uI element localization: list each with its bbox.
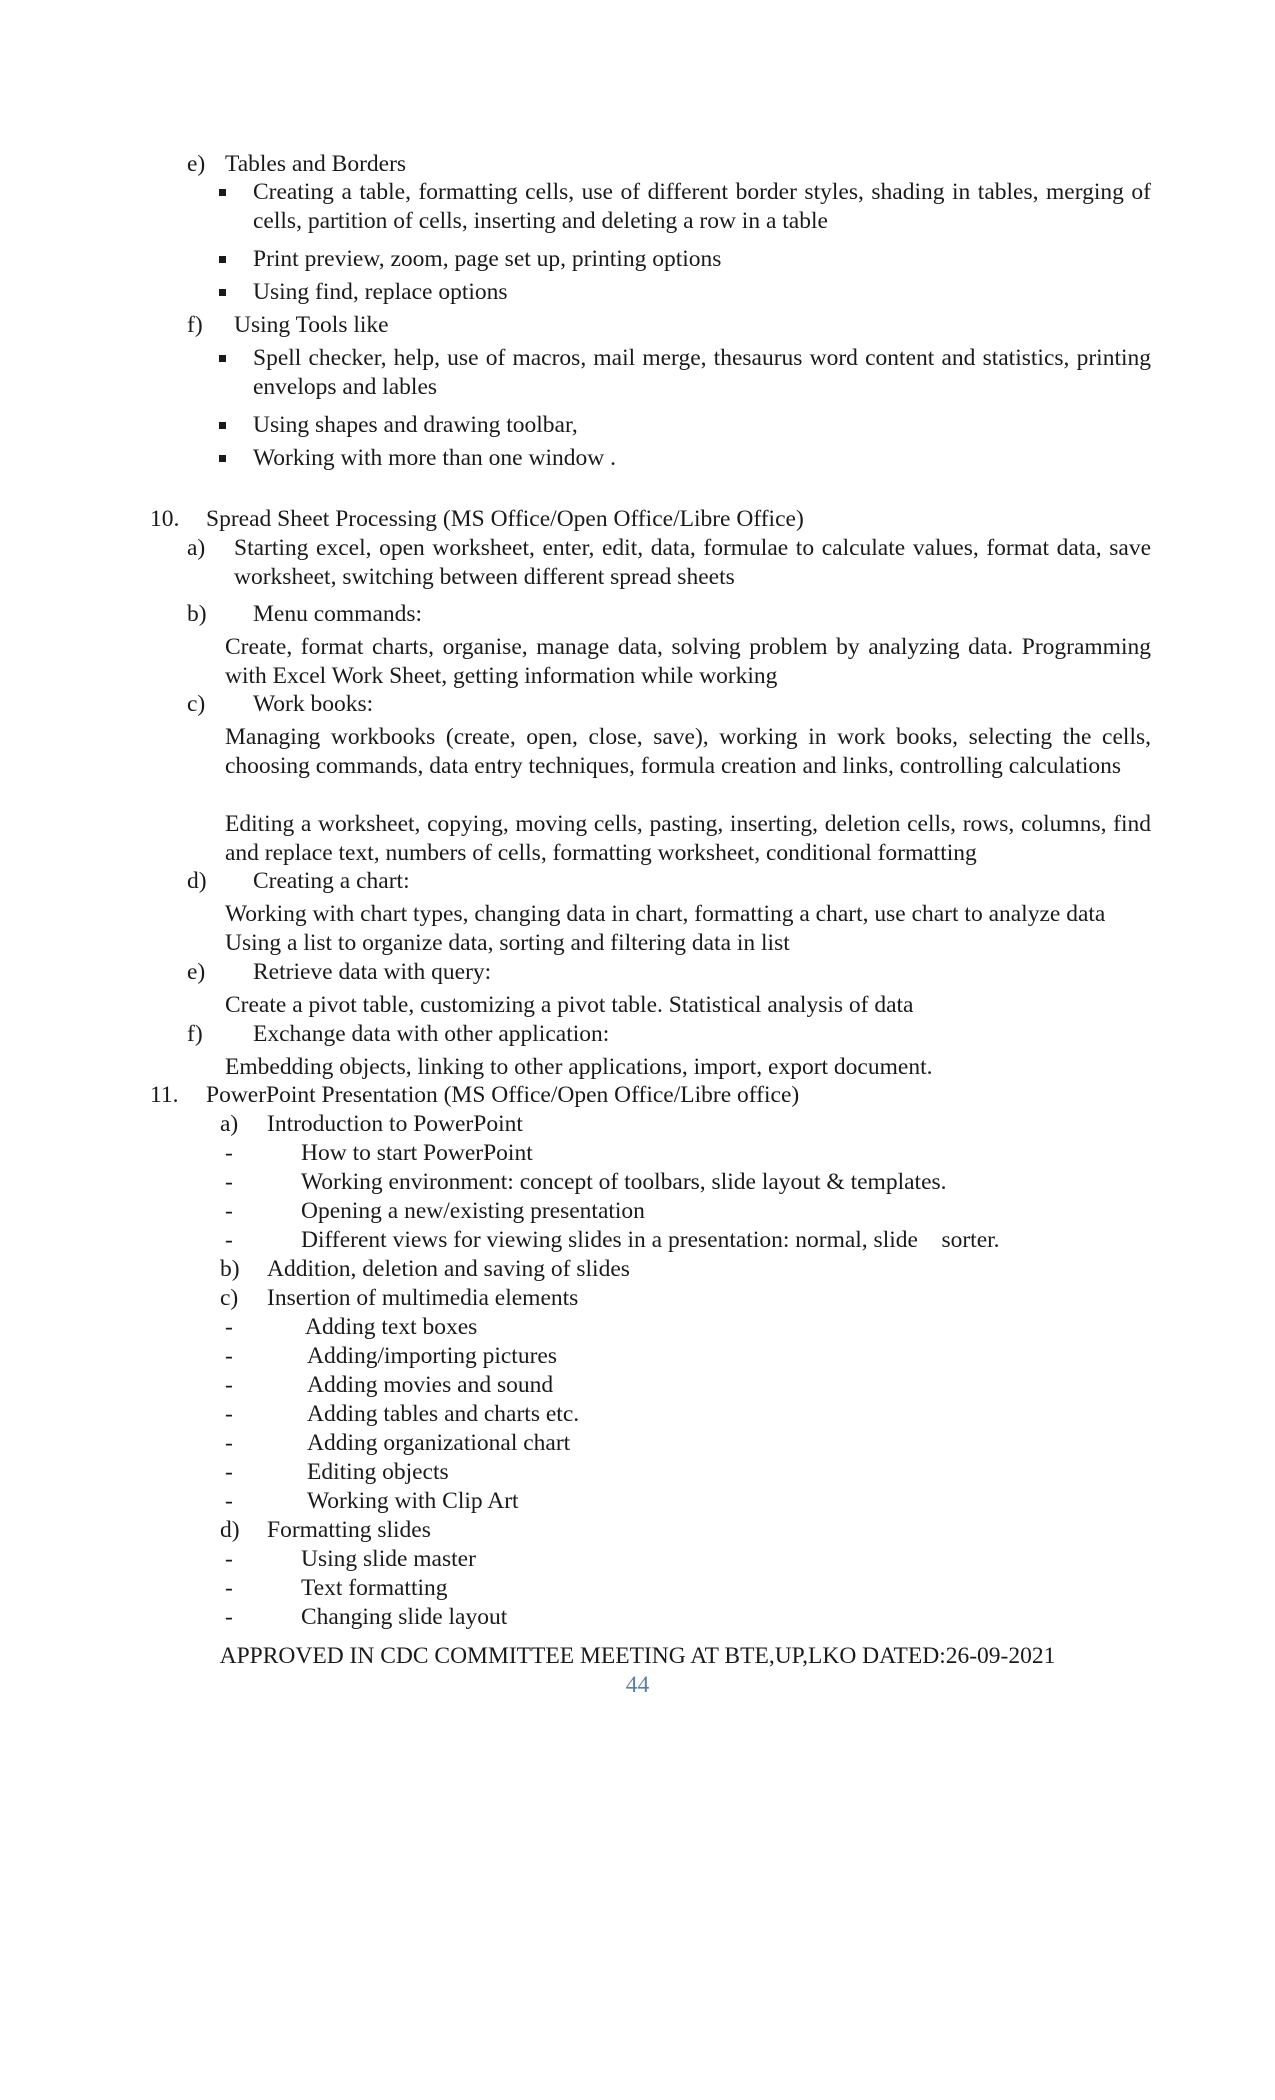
- dash-marker: -: [225, 1314, 233, 1340]
- section-10b-marker: b): [187, 601, 207, 627]
- section-11d-item-2: Text formatting: [301, 1575, 448, 1601]
- page-number: 44: [625, 1672, 650, 1698]
- section-10d-body-2: Using a list to organize data, sorting and filtering data in list: [225, 930, 790, 956]
- section-10-title: Spread Sheet Processing (MS Office/Open Office/Libre Office): [206, 506, 804, 532]
- section-10d-marker: d): [187, 868, 207, 894]
- dash-marker: -: [225, 1604, 233, 1630]
- dash-marker: -: [225, 1401, 233, 1427]
- section-f-bullet-2: Using shapes and drawing toolbar,: [253, 412, 578, 438]
- dash-marker: -: [225, 1227, 233, 1253]
- bullet-square-icon: [219, 189, 226, 196]
- section-10f-title: Exchange data with other application:: [253, 1021, 610, 1047]
- dash-marker: -: [225, 1488, 233, 1514]
- dash-marker: -: [225, 1575, 233, 1601]
- section-10d-title: Creating a chart:: [253, 868, 410, 894]
- section-11b-title: Addition, deletion and saving of slides: [267, 1256, 630, 1282]
- dash-marker: -: [225, 1546, 233, 1572]
- bullet-square-icon: [219, 289, 226, 296]
- section-11c-item-5: Adding organizational chart: [307, 1430, 571, 1456]
- section-e-title: Tables and Borders: [225, 151, 407, 177]
- bullet-square-icon: [219, 256, 226, 263]
- section-11c-item-2: Adding/importing pictures: [307, 1343, 557, 1369]
- section-f-bullet-1: Spell checker, help, use of macros, mail merge, thesaurus word content and statistics, printing envelops and lables: [253, 345, 1151, 400]
- section-10b-body: Create, format charts, organise, manage data, solving problem by analyzing data. Programming with Excel Work Sheet, getting information while working: [225, 634, 1151, 689]
- section-10-number: 10.: [150, 506, 180, 532]
- section-e-bullet-2: Print preview, zoom, page set up, printing options: [253, 246, 722, 272]
- section-10a-marker: a): [187, 535, 206, 561]
- section-11c-title: Insertion of multimedia elements: [267, 1285, 579, 1311]
- section-10e-title: Retrieve data with query:: [253, 959, 492, 985]
- section-f-bullet-3: Working with more than one window .: [253, 445, 616, 471]
- section-11d-item-3: Changing slide layout: [301, 1604, 508, 1630]
- section-10d-body-1: Working with chart types, changing data in chart, formatting a chart, use chart to analyze data: [225, 901, 1106, 927]
- dash-marker: -: [225, 1198, 233, 1224]
- dash-marker: -: [225, 1343, 233, 1369]
- section-11a-item-1: How to start PowerPoint: [301, 1140, 533, 1166]
- section-11a-item-4: Different views for viewing slides in a presentation: normal, slide sorter.: [301, 1227, 1000, 1253]
- section-e-bullet-1: Creating a table, formatting cells, use of different border styles, shading in tables, merging of cells, partition of cells, inserting and deleting a row in a table: [253, 179, 1151, 234]
- dash-marker: -: [225, 1372, 233, 1398]
- section-10a-text: Starting excel, open worksheet, enter, edit, data, formulae to calculate values, format data, save worksheet, switching between different spread sheets: [234, 535, 1151, 590]
- section-11d-marker: d): [220, 1517, 240, 1543]
- section-e-marker: e): [187, 151, 206, 177]
- section-10b-title: Menu commands:: [253, 601, 423, 627]
- section-10f-marker: f): [187, 1021, 203, 1047]
- section-10e-body: Create a pivot table, customizing a pivot table. Statistical analysis of data: [225, 992, 914, 1018]
- dash-marker: -: [225, 1459, 233, 1485]
- section-11c-marker: c): [220, 1285, 239, 1311]
- section-11c-item-3: Adding movies and sound: [307, 1372, 554, 1398]
- section-10c-body-1: Managing workbooks (create, open, close, save), working in work books, selecting the cells, choosing commands, data entry techniques, formula creation and links, controlling calculations: [225, 724, 1151, 779]
- section-11c-item-7: Working with Clip Art: [307, 1488, 519, 1514]
- section-11c-item-4: Adding tables and charts etc.: [307, 1401, 580, 1427]
- section-11d-title: Formatting slides: [267, 1517, 431, 1543]
- section-11c-item-6: Editing objects: [307, 1459, 449, 1485]
- section-e-bullet-3: Using find, replace options: [253, 279, 508, 305]
- section-10c-body-2: Editing a worksheet, copying, moving cells, pasting, inserting, deletion cells, rows, columns, find and replace text, numbers of cells, formatting worksheet, conditional formatting: [225, 811, 1151, 866]
- dash-marker: -: [225, 1169, 233, 1195]
- section-11a-item-2: Working environment: concept of toolbars, slide layout & templates.: [301, 1169, 947, 1195]
- section-11c-item-1: Adding text boxes: [305, 1314, 478, 1340]
- section-11-number: 11.: [150, 1082, 179, 1108]
- section-10c-marker: c): [187, 691, 206, 717]
- section-11b-marker: b): [220, 1256, 240, 1282]
- bullet-square-icon: [219, 422, 226, 429]
- bullet-square-icon: [219, 355, 226, 362]
- section-10e-marker: e): [187, 959, 206, 985]
- section-11a-marker: a): [220, 1111, 239, 1137]
- section-10c-title: Work books:: [253, 691, 374, 717]
- section-f-title: Using Tools like: [234, 312, 389, 338]
- dash-marker: -: [225, 1430, 233, 1456]
- section-11d-item-1: Using slide master: [301, 1546, 476, 1572]
- section-11a-item-3: Opening a new/existing presentation: [301, 1198, 645, 1224]
- dash-marker: -: [225, 1140, 233, 1166]
- approval-footer: APPROVED IN CDC COMMITTEE MEETING AT BTE,UP,LKO DATED:26-09-2021: [219, 1643, 1056, 1669]
- section-11-title: PowerPoint Presentation (MS Office/Open Office/Libre office): [206, 1082, 800, 1108]
- section-11a-title: Introduction to PowerPoint: [267, 1111, 523, 1137]
- section-10f-body: Embedding objects, linking to other applications, import, export document.: [225, 1054, 933, 1080]
- section-f-marker: f): [187, 312, 203, 338]
- bullet-square-icon: [219, 455, 226, 462]
